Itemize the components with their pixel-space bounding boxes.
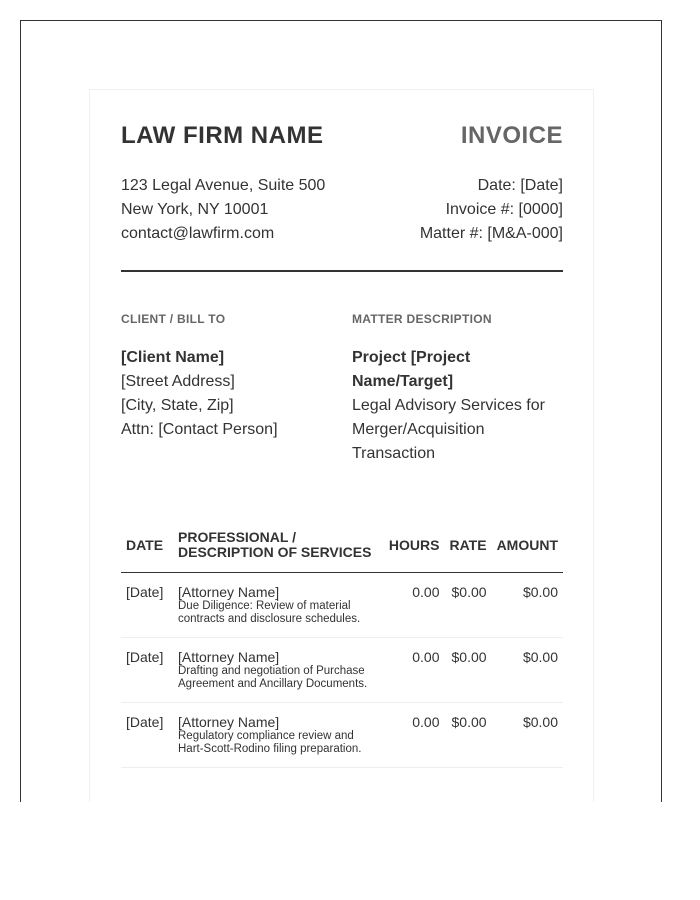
row-professional: [Attorney Name] xyxy=(178,584,280,600)
firm-address-line: New York, NY 10001 xyxy=(121,201,269,218)
row-service xyxy=(173,703,384,768)
table-row xyxy=(121,638,563,703)
matter-number: Matter #: [M&A-000] xyxy=(419,225,563,242)
row-amount: $0.00 xyxy=(492,573,563,638)
client-city: [City, State, Zip] xyxy=(121,397,234,414)
header-divider xyxy=(121,270,563,272)
invoice-date: Date: [Date] xyxy=(477,177,563,194)
firm-address-line: 123 Legal Avenue, Suite 500 xyxy=(121,177,326,194)
client-label: CLIENT / BILL TO xyxy=(121,312,226,326)
row-date: [Date] xyxy=(121,573,173,638)
row-description: Regulatory compliance review and Hart-Scott-Rodino filing preparation. xyxy=(178,730,362,755)
row-hours: 0.00 xyxy=(384,703,445,768)
matter-description: Legal Advisory Services for Merger/Acquisition Transaction xyxy=(352,397,545,462)
row-description: Due Diligence: Review of material contracts and disclosure schedules. xyxy=(178,600,361,625)
invoice-meta xyxy=(420,174,563,246)
row-amount: $0.00 xyxy=(492,638,563,703)
services-table xyxy=(121,518,563,768)
row-service xyxy=(173,638,384,703)
invoice-header xyxy=(121,122,563,252)
row-rate: $0.00 xyxy=(444,638,491,703)
page-frame xyxy=(20,20,662,802)
matter-project: Project [Project Name/Target] xyxy=(352,349,471,390)
row-service xyxy=(173,573,384,638)
row-hours: 0.00 xyxy=(384,573,445,638)
row-hours: 0.00 xyxy=(384,638,445,703)
firm-address xyxy=(121,174,325,246)
matter-details xyxy=(352,346,563,466)
col-header-rate: RATE xyxy=(444,518,491,573)
col-header-date: DATE xyxy=(121,518,173,573)
invoice-title: INVOICE xyxy=(460,122,563,149)
col-header-amount: AMOUNT xyxy=(492,518,563,573)
client-details xyxy=(121,346,341,442)
matter-block xyxy=(352,312,563,466)
client-name: [Client Name] xyxy=(121,349,225,366)
invoice-number: Invoice #: [0000] xyxy=(445,201,563,218)
invoice-paper xyxy=(89,89,594,802)
col-header-service: PROFESSIONAL / DESCRIPTION OF SERVICES xyxy=(173,518,384,573)
client-block xyxy=(121,312,341,442)
row-date: [Date] xyxy=(121,703,173,768)
firm-name: LAW FIRM NAME xyxy=(121,122,324,149)
matter-label: MATTER DESCRIPTION xyxy=(352,312,492,326)
client-attn: Attn: [Contact Person] xyxy=(121,421,278,438)
row-professional: [Attorney Name] xyxy=(178,714,280,730)
firm-email: contact@lawfirm.com xyxy=(121,225,275,242)
row-description: Drafting and negotiation of Purchase Agreement and Ancillary Documents. xyxy=(178,665,368,690)
row-rate: $0.00 xyxy=(444,573,491,638)
row-professional: [Attorney Name] xyxy=(178,649,280,665)
table-header-row xyxy=(121,518,563,573)
row-date: [Date] xyxy=(121,638,173,703)
client-street: [Street Address] xyxy=(121,373,235,390)
row-amount: $0.00 xyxy=(492,703,563,768)
table-row xyxy=(121,573,563,638)
table-row xyxy=(121,703,563,768)
row-rate: $0.00 xyxy=(444,703,491,768)
col-header-hours: HOURS xyxy=(384,518,445,573)
